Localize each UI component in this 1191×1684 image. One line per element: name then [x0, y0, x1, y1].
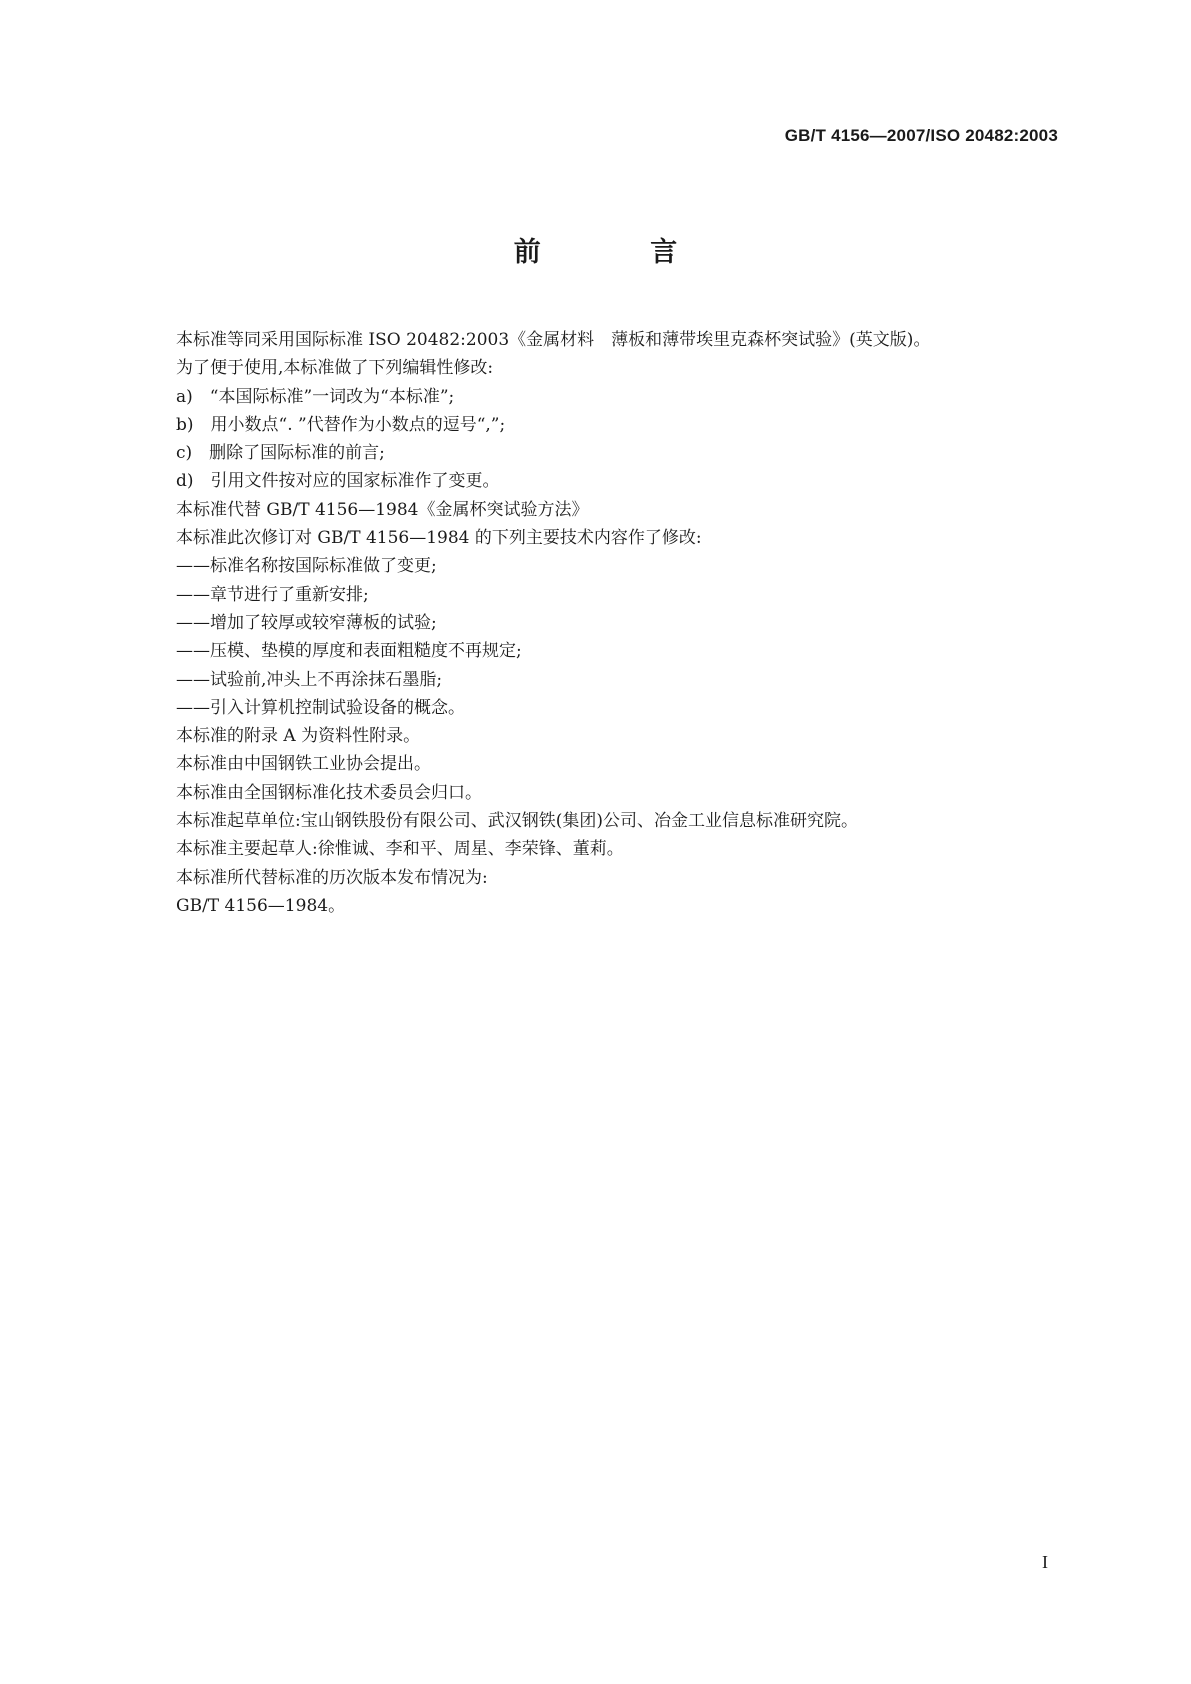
- text-line: 本标准代替 GB/T 4156—1984《金属杯突试验方法》: [176, 499, 589, 520]
- text-line: 本标准主要起草人:徐惟诚、李和平、周星、李荣锋、董莉。: [176, 839, 624, 860]
- dash-list-item: ——压模、垫模的厚度和表面粗糙度不再规定;: [176, 641, 522, 662]
- preface-body: [176, 326, 1076, 920]
- text-line: 本标准此次修订对 GB/T 4156—1984 的下列主要技术内容作了修改:: [176, 528, 702, 549]
- dash-list-item: ——试验前,冲头上不再涂抹石墨脂;: [176, 669, 443, 690]
- standard-code-header: GB/T 4156—2007/ISO 20482:2003: [784, 126, 1058, 145]
- list-item: d) 引用文件按对应的国家标准作了变更。: [176, 471, 500, 492]
- list-item: c) 删除了国际标准的前言;: [176, 443, 385, 464]
- text-line: 本标准所代替标准的历次版本发布情况为:: [176, 867, 488, 888]
- dash-list-item: ——章节进行了重新安排;: [176, 584, 369, 605]
- text-line: 本标准由中国钢铁工业协会提出。: [176, 754, 431, 775]
- text-line: 本标准由全国钢标准化技术委员会归口。: [176, 782, 482, 803]
- list-item: a) “本国际标准”一词改为“本标准”;: [176, 386, 455, 407]
- text-line: GB/T 4156—1984。: [176, 895, 346, 916]
- text-line: 本标准的附录 A 为资料性附录。: [176, 726, 421, 747]
- list-item: b) 用小数点“. ”代替作为小数点的逗号“,”;: [176, 414, 506, 435]
- dash-list-item: ——增加了较厚或较窄薄板的试验;: [176, 612, 437, 633]
- text-line: 本标准起草单位:宝山钢铁股份有限公司、武汉钢铁(集团)公司、冶金工业信息标准研究院。: [176, 811, 858, 832]
- text-line: 为了便于使用,本标准做了下列编辑性修改:: [176, 358, 494, 379]
- dash-list-item: ——标准名称按国际标准做了变更;: [176, 556, 437, 577]
- page-number: I: [1042, 1552, 1048, 1572]
- text-line: 本标准等同采用国际标准 ISO 20482:2003《金属材料 薄板和薄带埃里克森杯突试验》(英文版)。: [176, 330, 931, 350]
- dash-list-item: ——引入计算机控制试验设备的概念。: [176, 697, 465, 718]
- page-title: 前 言: [513, 237, 728, 268]
